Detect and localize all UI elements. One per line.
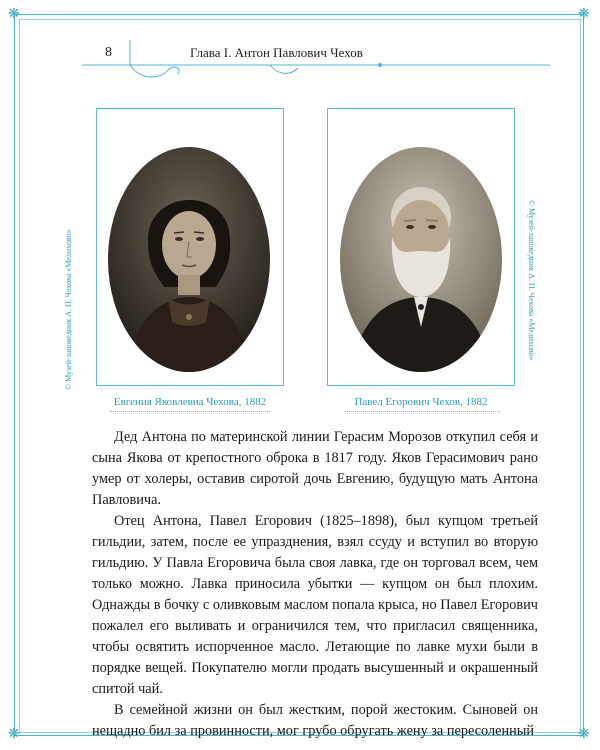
corner-ornament-icon: ❋ <box>578 7 590 22</box>
caption-rule-right <box>345 411 500 412</box>
portrait-evgenia <box>108 147 270 372</box>
photo-frame-right <box>327 108 515 386</box>
running-title: Глава I. Антон Павлович Чехов <box>190 45 363 60</box>
corner-ornament-icon: ❋ <box>8 727 20 742</box>
paragraph: Отец Антона, Павел Егорович (1825–1898), был купцом третьей гильдии, затем, после ее упразднения, взял ссуду и вступил во вторую гильдию. У Павла Егоровича была своя лавка, где он торговал всем, чем только можно. Лавка приносила убытки — купцом он был плохим. Однажды в бочку с оливковым маслом попала крыса, но Павел Егорович пожалел его выливать и ограничился тем, что пригласил священника, чтобы освятить испорченное масло. Летающие по лавке мухи были в порядке вещей. Покупателю могли продать высушенный и окрашенный спитой чай. <box>92 513 538 697</box>
side-credit-right: © Музей-заповедник А. П. Чехова «Мелихово» <box>527 200 536 361</box>
photo-frame-left <box>96 108 284 386</box>
caption-rule-left <box>110 411 270 412</box>
photo-caption-left: Евгения Яковлевна Чехова, 1882 <box>113 396 267 408</box>
corner-ornament-icon: ❋ <box>8 7 20 22</box>
body-text <box>92 427 538 742</box>
corner-ornament-icon: ❋ <box>578 727 590 742</box>
page-number: 8 <box>105 45 112 60</box>
paragraph: Дед Антона по материнской линии Герасим Морозов откупил себя и сына Якова от крепостного оброка в 1817 году. Яков Герасимович рано умер от холеры, оставив сиротой дочь Евгению, будущую мать Антона Павловича. <box>92 429 538 508</box>
photo-caption-right: Павел Егорович Чехов, 1882 <box>354 396 488 408</box>
portrait-pavel <box>340 147 502 372</box>
paragraph: В семейной жизни он был жестким, порой жестоким. Сыновей он нещадно бил за провинности, мог грубо обругать жену за пересоленный <box>92 702 538 739</box>
side-credit-left: © Музей-заповедник А. П. Чехова «Мелихово» <box>64 229 73 390</box>
